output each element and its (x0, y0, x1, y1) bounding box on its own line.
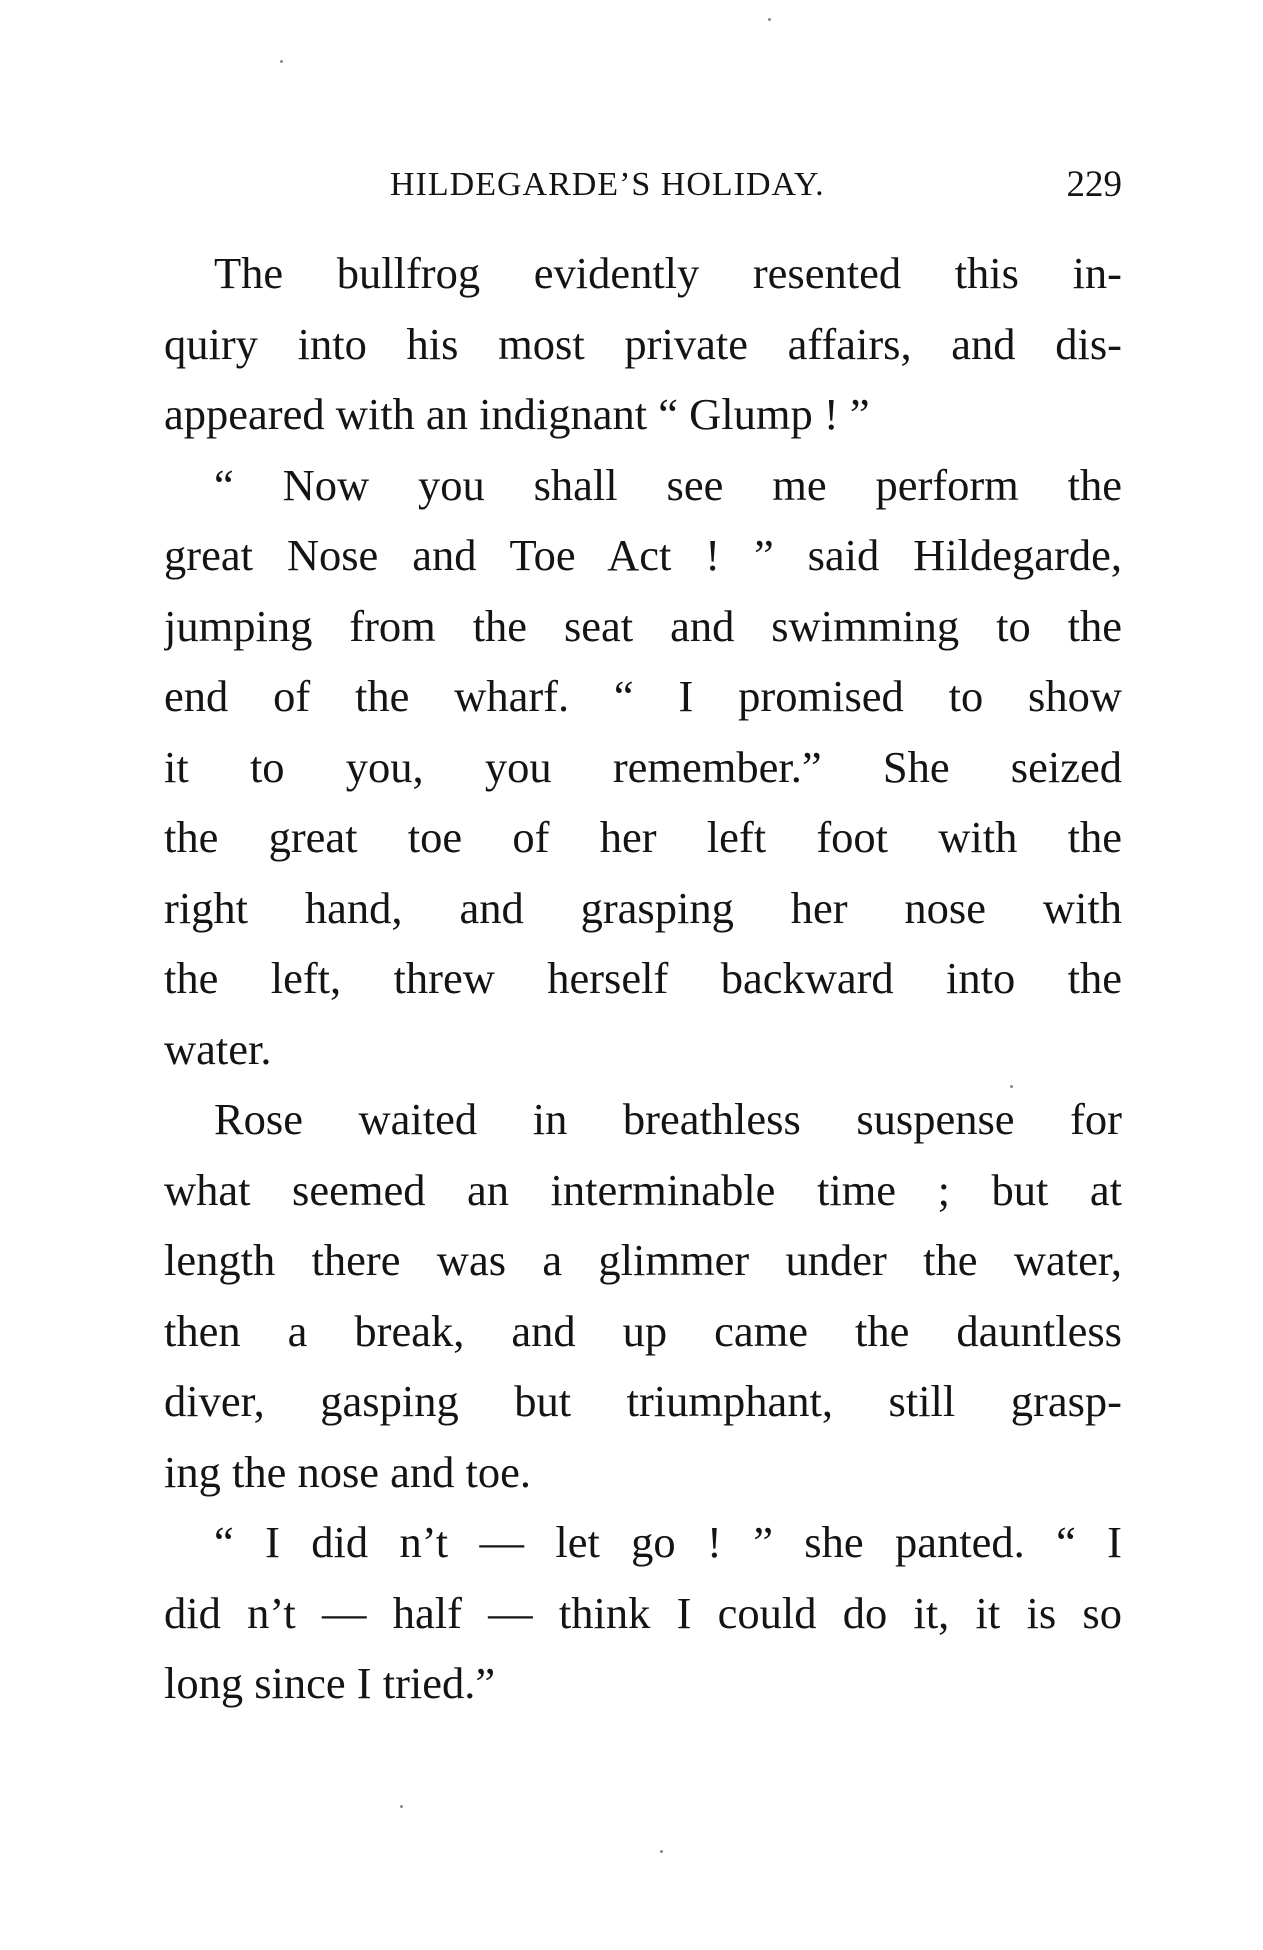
body-text (164, 238, 1122, 1719)
running-head (164, 160, 1122, 210)
text-line: ing the nose and toe. (164, 1446, 532, 1497)
text-line: what seemed an interminable time ; but at (164, 1164, 1122, 1215)
scan-speck (1010, 1085, 1013, 1088)
text-line: The bullfrog evidently resented this in- (214, 248, 1122, 298)
text-line: “ Now you shall see me perform the (214, 459, 1122, 510)
text-line: Rose waited in breathless suspense for (214, 1094, 1122, 1144)
scan-speck (660, 1850, 663, 1853)
page-number: 229 (1066, 164, 1122, 205)
text-line: great Nose and Toe Act ! ” said Hildegarde, (164, 530, 1122, 580)
text-line: length there was a glimmer under the water, (164, 1235, 1122, 1285)
text-line: did n’t — half — think I could do it, it is so (164, 1587, 1122, 1638)
running-title: HILDEGARDE’S HOLIDAY. (390, 166, 825, 203)
text-line: long since I tried.” (164, 1658, 496, 1708)
text-line: right hand, and grasping her nose with (164, 882, 1122, 933)
text-line: water. (164, 1023, 272, 1074)
text-line: jumping from the seat and swimming to the (164, 600, 1122, 651)
text-line: quiry into his most private affairs, and dis- (164, 318, 1122, 369)
scan-speck (280, 60, 283, 63)
scan-speck (768, 18, 771, 21)
text-line: the left, threw herself backward into the (164, 953, 1122, 1003)
text-line: “ I did n’t — let go ! ” she panted. “ I (214, 1517, 1122, 1567)
scan-speck (400, 1805, 403, 1808)
text-line: it to you, you remember.” She seized (164, 741, 1122, 792)
text-line: end of the wharf. “ I promised to show (164, 671, 1122, 721)
text-line: diver, gasping but triumphant, still grasp- (164, 1376, 1122, 1426)
text-line: appeared with an indignant “ Glump ! ” (164, 389, 870, 439)
text-line: the great toe of her left foot with the (164, 812, 1122, 862)
text-line: then a break, and up came the dauntless (164, 1305, 1122, 1356)
